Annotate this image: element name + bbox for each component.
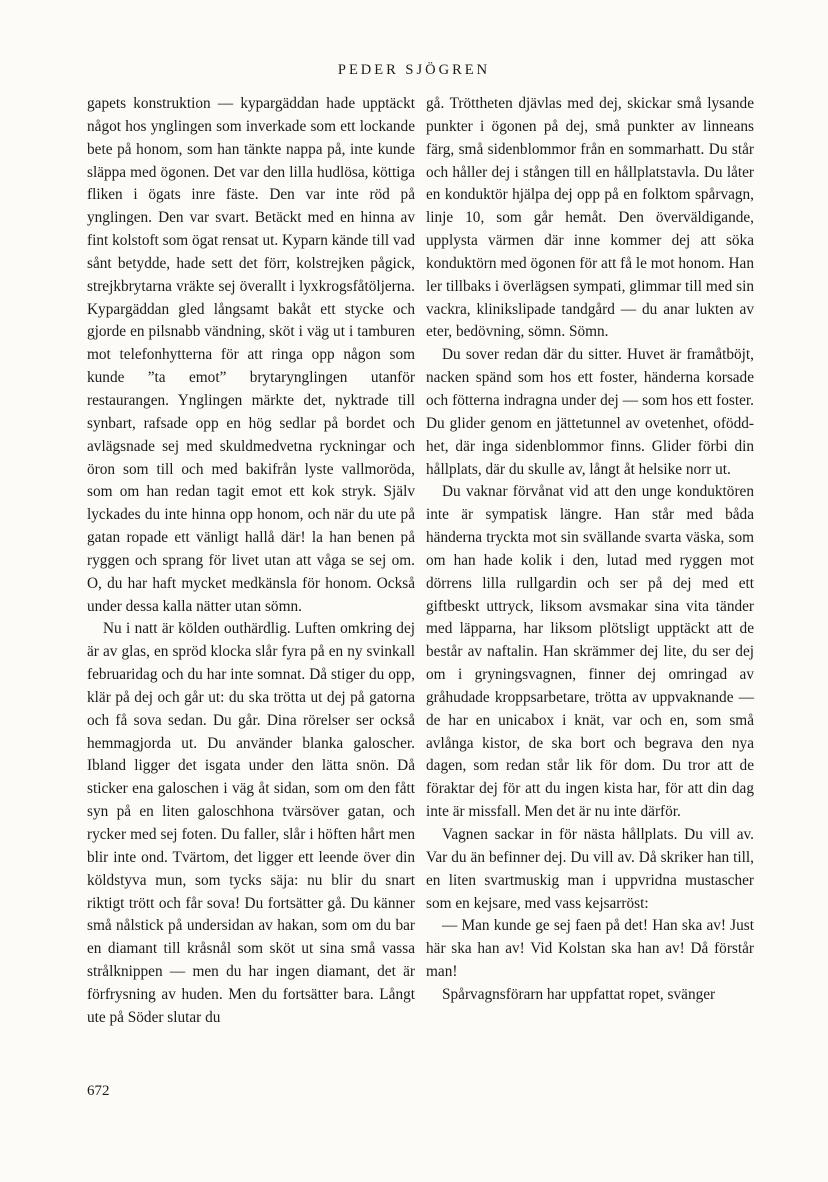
paragraph: — Man kunde ge sej faen på det! Han ska av! Just här ska han av! Vid Kolstan ska han av! Då förstår man! <box>426 917 754 981</box>
paragraph: Vagnen sackar in för nästa hållplats. Du vill av. Var du än befinner dej. Du vill av. Då skriker han till, en liten svartmuskig man i uppvridna mustascher som en kejsare, med vass kejsarröst: <box>426 826 754 912</box>
paragraph: Nu i natt är kölden outhärdlig. Luften omkring dej är av glas, en spröd klocka slår fyra på en ny svinkall februaridag och du har inte somnat. Då stiger du opp, klär på dej och går ut: du ska trötta ut dej på gatorna och få sova sedan. Du går. Dina rörelser ser också hemmagjorda ut. Du använder blanka galoscher. Ibland ligger det isgata under den lätta snön. Då sticker ena galoschen i väg åt sidan, som om den fått syn på en liten galoschhona tvärsöver gatan, och rycker med sej foten. Du faller, slår i höften hårt men blir inte ond. Tvärtom, det ligger ett leende över din köldstyva mun, som tycks säja: nu blir du snart riktigt trött och får sova! Du fortsätter gå. Du känner små nålstick på undersidan av hakan, som om du bar en diamant till kråsnål som sköt ut sina små vassa strålknippen — men du har ingen diamant, det är förfrysning av huden. Men du fortsätter bara. Långt ute på Söder slutar du <box>87 620 415 1026</box>
paragraph: Du vaknar förvånat vid att den unge konduktören inte är sympatisk längre. Han står med båda händerna tryckta mot sin svällande svarta väska, som om han hade kolik i den, lutad med ryggen mot dörrens lilla rullgardin och ser på dej med ett giftbeskt uttryck, liksom avsmakar sina vita tänder med läpparna, har liksom plötsligt upptäckt att de består av naftalin. Han skrämmer dej lite, du ser dej om i gryningsvagnen, finner dej omringad av gråhudade kroppsarbetare, trötta av uppvaknande — de har en unicabox i knät, var och en, som små avlånga kistor, de ska bort och begrava den nya dagen, som redan står lik för dom. Du tror att de föraktar dej för att du ingen kista har, för att din dag inte är missfall. Men det är nu inte därför. <box>426 483 754 821</box>
paragraph: Du sover redan där du sitter. Huvet är framåtböjt, nacken spänd som hos ett foster, händerna korsade och fötterna indragna under dej — som hos ett foster. Du glider genom en jättetunnel av ovetenhet, oföddhet, där inga sidenblommor finns. Glider förbi din hållplats, där du skulle av, långt åt helsike norr ut. <box>426 346 754 478</box>
right-column <box>426 93 754 1007</box>
left-column <box>87 93 415 1030</box>
paragraph: gå. Tröttheten djävlas med dej, skickar små lysande punkter i ögonen på dej, små punkter av linneans färg, små sidenblommor från en sommarhatt. Du står och håller dej i stången till en hållplatstavla. Du låter en konduktör hjälpa dej opp på en folktom spårvagn, linje 10, som går hemåt. Den överväldigande, upplysta värmen där inne kommer dej att söka konduktörn med ögonen för att få le mot honom. Han ler tillbaks i överlägsen sympati, glimmar till med sin vackra, klinikslipade tandgård — du anar lukten av eter, bedövning, sömn. Sömn. <box>426 95 754 341</box>
running-head: PEDER SJÖGREN <box>337 62 491 78</box>
paragraph: gapets konstruktion — kypargäddan hade upptäckt något hos ynglingen som inverkade som ett lockande bete på honom, som han tänkte nappa på, inte kunde släppa med ögonen. Det var den lilla hudlösa, köttiga fliken i ögats inre fäste. Den var inte röd på ynglingen. Den var svart. Betäckt med en hinna av fint kolstoft som ögat rensat ut. Kyparn kände till vad sånt betydde, hade sett det förr, kolstrejken pågick, strejkbrytarna vräkte sej överallt i lyxkrogsfåtöljerna. Kypargäddan gled långsamt bakåt ett stycke och gjorde en pilsnabb vändning, sköt i väg ut i tamburen mot telefonhytterna för att ringa opp någon som kunde ”ta emot” brytarynglingen utanför restaurangen. Ynglingen märkte det, nyktrade till synbart, rafsade opp en hög sedlar på bordet och avlägsnade sej med skuldmedvetna ryckningar och öron som till och med bakifrån lyste vallmoröda, som om han redan tagit emot ett kok stryk. Själv lyckades du inte hinna opp honom, och när du ute på gatan ropade ett vänligt hallå där! la han benen på ryggen och sprang för livet utan att våga se sej om. O, du har haft mycket medkänsla för honom. Också under dessa kalla nätter utan sömn. <box>87 95 415 615</box>
page-number: 672 <box>87 1083 110 1099</box>
paragraph: Spårvagnsförarn har uppfattat ropet, svänger <box>442 985 716 1003</box>
